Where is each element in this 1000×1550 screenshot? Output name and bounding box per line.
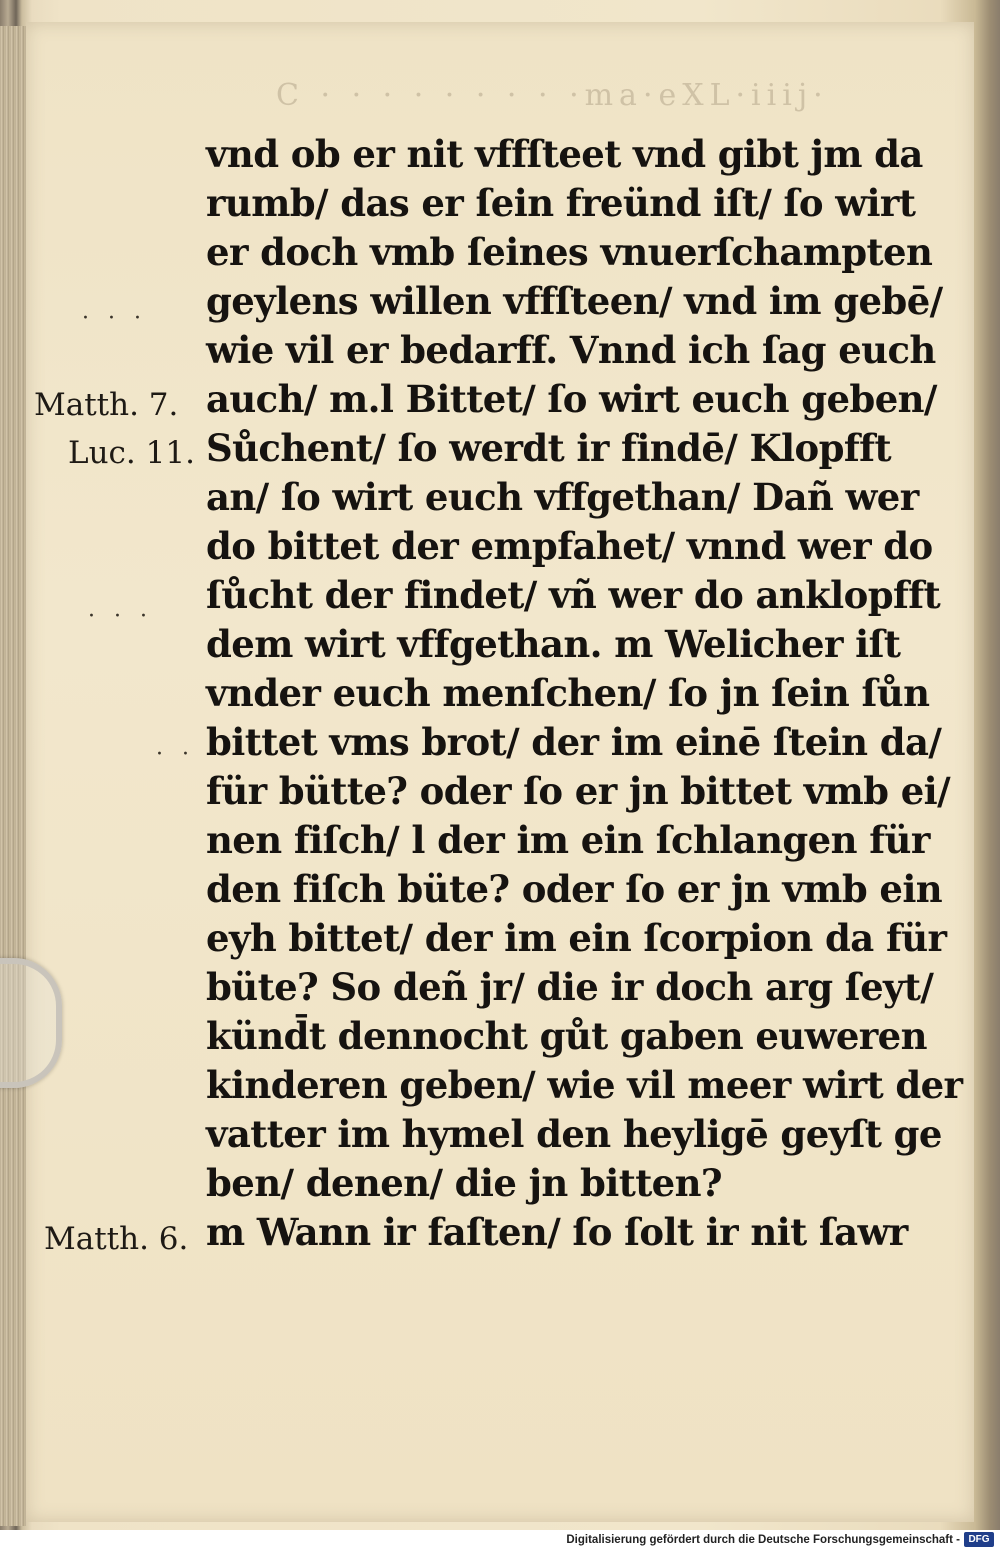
margin-note-luc-11: Luc. 11. <box>68 435 195 471</box>
book-page <box>26 22 974 1522</box>
page-header-bleedthrough: C · · · · · · · · ·ma·eXL·iiij· <box>276 78 829 113</box>
text-line: künd̄t dennocht gůt gaben euweren <box>206 1014 927 1058</box>
text-line: m Wann ir faſten/ ſo ſolt ir nit ſawr <box>206 1210 908 1254</box>
margin-note-matth-6: Matth. 6. <box>44 1221 189 1257</box>
text-line: do bittet der empfahet/ vnnd wer do <box>206 524 933 568</box>
text-line: er doch vmb ſeines vnuerſchampten <box>206 230 933 274</box>
text-line: ſůcht der findet/ vñ wer do anklopfft <box>206 573 941 617</box>
margin-dots: · · · <box>88 604 153 629</box>
text-line: den fiſch büte? oder ſo er jn vmb ein <box>206 867 943 911</box>
footer-credit: Digitalisierung gefördert durch die Deutsche Forschungsgemeinschaft - <box>566 1534 960 1546</box>
book-page-edges <box>0 26 26 1526</box>
text-line: auch/ m.l Bittet/ ſo wirt euch geben/ <box>206 377 937 421</box>
text-line: ben/ denen/ die jn bitten? <box>206 1161 723 1205</box>
text-line: büte? So deñ jr/ die ir doch arg ſeyt/ <box>206 965 934 1009</box>
text-line: bittet vms brot/ der im einē ſtein da/ <box>206 720 942 764</box>
text-line: vnd ob er nit vffſteet vnd gibt jm da <box>206 132 923 176</box>
text-line: kinderen geben/ wie vil meer wirt der <box>206 1063 963 1107</box>
margin-dots: · · · <box>156 742 221 767</box>
text-line: an/ ſo wirt euch vffgethan/ Dañ wer <box>206 475 919 519</box>
text-line: vnder euch menſchen/ ſo jn ſein ſůn <box>206 671 930 715</box>
text-line: vatter im hymel den heyligē geyſt ge <box>206 1112 942 1156</box>
dfg-logo-icon[interactable]: DFG <box>964 1532 994 1547</box>
text-line: dem wirt vffgethan. m Welicher iſt <box>206 622 901 666</box>
text-line: für bütte? oder ſo er jn bittet vmb ei/ <box>206 769 951 813</box>
text-line: wie vil er bedarff. Vnnd ich ſag euch <box>206 328 936 372</box>
text-line: rumb/ das er ſein freünd iſt/ ſo wirt <box>206 181 916 225</box>
margin-note-matth-7: Matth. 7. <box>34 387 179 423</box>
text-line: Sůchent/ ſo werdt ir findē/ Klopfft <box>206 426 891 470</box>
margin-dots: · · · <box>82 306 147 331</box>
text-line: eyh bittet/ der im ein ſcorpion da für <box>206 916 947 960</box>
text-line: nen fiſch/ l der im ein ſchlangen für <box>206 818 930 862</box>
text-line: geylens willen vffſteen/ vnd im gebē/ <box>206 279 943 323</box>
